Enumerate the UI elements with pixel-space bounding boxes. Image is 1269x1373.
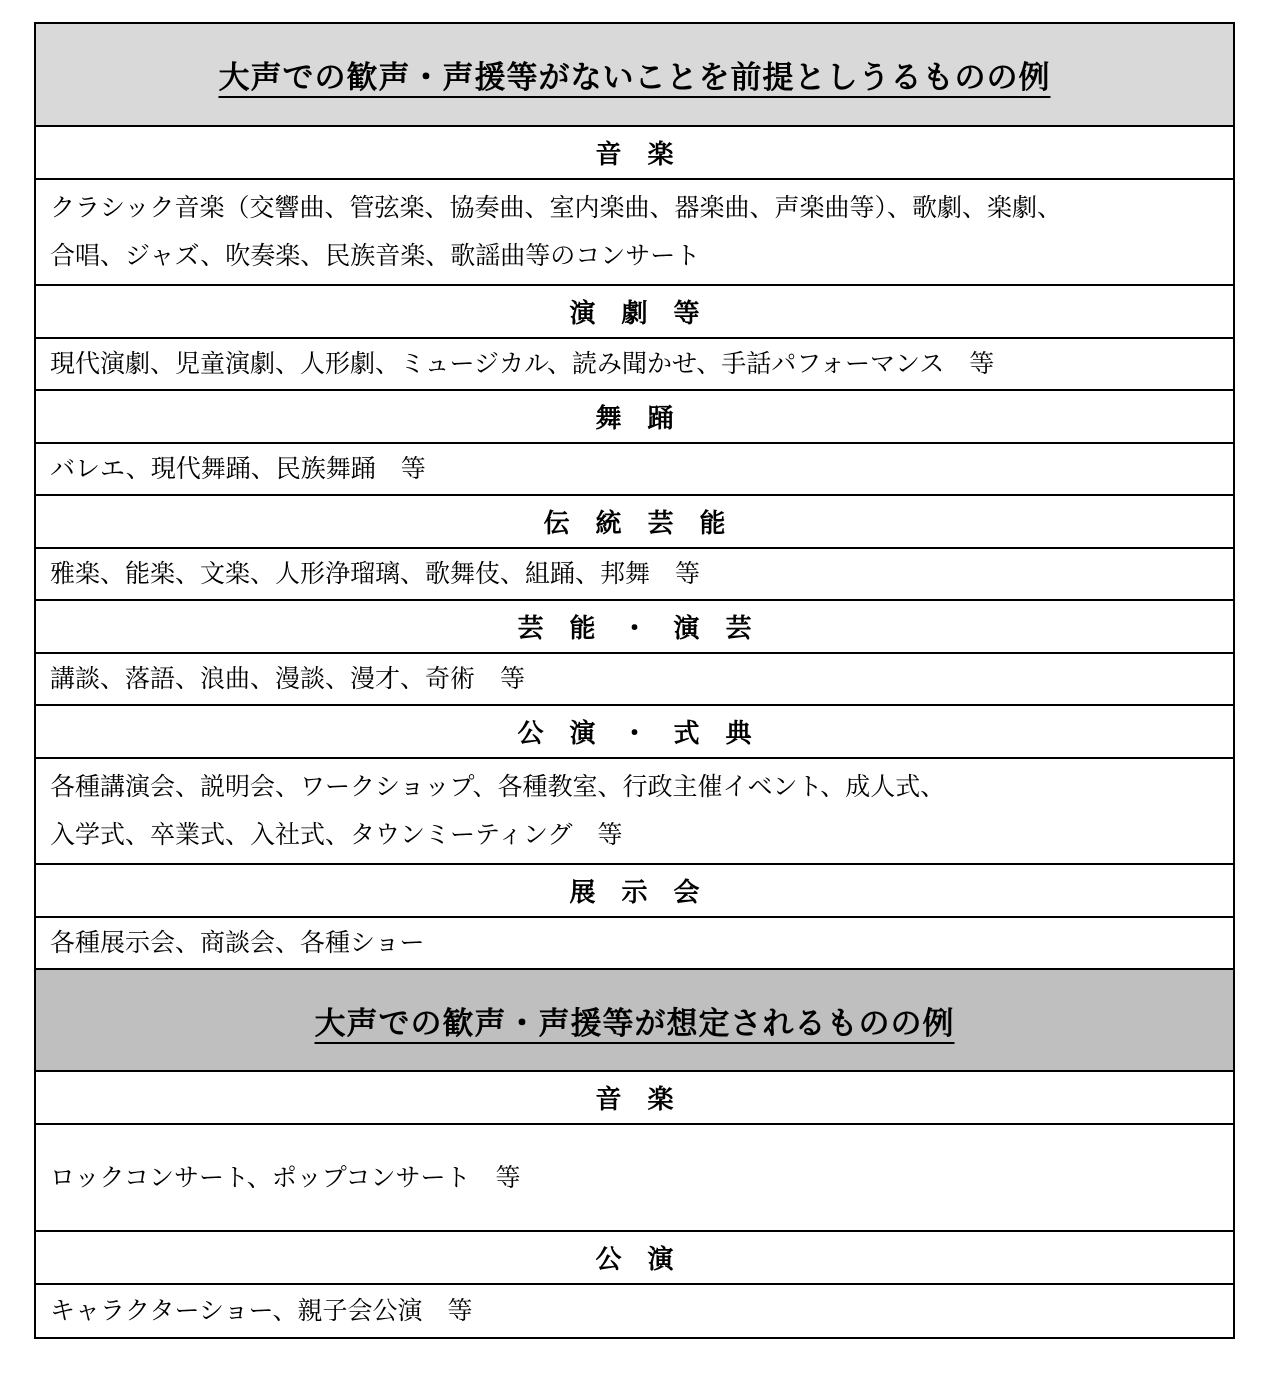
item-line: 雅楽、能楽、文楽、人形浄瑠璃、歌舞伎、組踊、邦舞 等 <box>50 559 701 588</box>
category-items-entertainment <box>36 654 1233 706</box>
category-heading-theater: 演 劇 等 <box>36 286 1233 339</box>
category-items-theater <box>36 339 1233 391</box>
category-items-traditional-arts <box>36 549 1233 601</box>
events-table <box>34 22 1235 1339</box>
category-heading-traditional-arts: 伝 統 芸 能 <box>36 496 1233 549</box>
category-heading-performance: 公 演 <box>36 1232 1233 1285</box>
item-line: 講談、落語、浪曲、漫談、漫才、奇術 等 <box>50 664 526 693</box>
item-line: 合唱、ジャズ、吹奏楽、民族音楽、歌謡曲等のコンサート <box>50 241 701 270</box>
category-heading-dance: 舞 踊 <box>36 391 1233 444</box>
item-line: 各種講演会、説明会、ワークショップ、各種教室、行政主催イベント、成人式、 <box>50 772 946 801</box>
item-line: 各種展示会、商談会、各種ショー <box>50 928 425 957</box>
category-items-performance-ceremony <box>36 759 1233 865</box>
category-heading-music: 音 楽 <box>36 127 1233 180</box>
section-title: 大声での歓声・声援等が想定されるものの例 <box>314 1005 955 1042</box>
item-line: 現代演劇、児童演劇、人形劇、ミュージカル、読み聞かせ、手話パフォーマンス 等 <box>50 349 995 378</box>
item-line: バレエ、現代舞踊、民族舞踊 等 <box>50 454 426 483</box>
item-line: 入学式、卒業式、入社式、タウンミーティング 等 <box>50 820 623 849</box>
section-title: 大声での歓声・声援等がないことを前提としうるものの例 <box>218 60 1051 96</box>
item-line: ロックコンサート、ポップコンサート 等 <box>50 1162 521 1192</box>
category-items-music <box>36 1125 1233 1232</box>
section-header-quiet <box>36 24 1233 127</box>
category-items-exhibition <box>36 918 1233 970</box>
category-items-performance <box>36 1285 1233 1337</box>
category-heading-entertainment: 芸 能 ・ 演 芸 <box>36 601 1233 654</box>
category-items-music <box>36 180 1233 286</box>
category-heading-performance-ceremony: 公 演 ・ 式 典 <box>36 706 1233 759</box>
item-line: クラシック音楽（交響曲、管弦楽、協奏曲、室内楽曲、器楽曲、声楽曲等）、歌劇、楽劇、 <box>50 193 1063 222</box>
category-heading-exhibition: 展 示 会 <box>36 865 1233 918</box>
category-heading-music: 音 楽 <box>36 1072 1233 1125</box>
item-line: キャラクターショー、親子会公演 等 <box>50 1296 473 1325</box>
section-header-cheering <box>36 970 1233 1072</box>
category-items-dance <box>36 444 1233 496</box>
